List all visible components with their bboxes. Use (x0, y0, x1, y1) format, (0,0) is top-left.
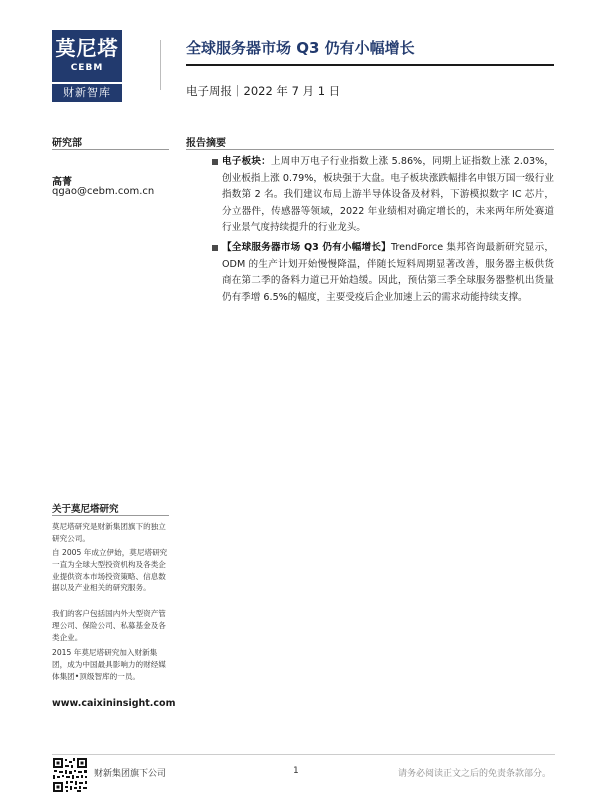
about-rule (52, 515, 169, 516)
about-paragraph: 我们的客户包括国内外大型资产管理公司、保险公司、私募基金及各类企业。 (52, 609, 166, 642)
logo-mark (52, 30, 122, 82)
paragraph-text: TrendForce 集邦咨询最新研究显示，ODM 的生产计划开始慢慢降温，伴随长短料周期显著改善，服务器主板供货商在第二季的备料力道已开始趋缓。因此，预估第三季全球服务器整机出货量仍有季增 6.5%的幅度，主要受疫后企业加速上云的需求动能持续支撑。 (222, 242, 555, 303)
about-paragraph: 2015 年莫尼塔研究加入财新集团，成为中国最具影响力的财经媒体集团•顶级智库的一员。 (52, 648, 166, 681)
paragraph-text: 上周申万电子行业指数上涨 5.86%，同期上证指数上涨 2.03%，创业板指上涨 0.79%，板块强于大盘。电子板块涨跌幅排名申银万国一级行业指数第 2 名。我们建议布局上游半导体设备及材料，下游模拟数字 IC 芯片，分立器件，传感器等领域，2022 年业绩相对确定增长的，未来两年所处赛道行业景气度持续提升的行业龙头。 (222, 156, 554, 234)
about-heading: 关于莫尼塔研究 (52, 504, 119, 515)
footer-company: 财新集团旗下公司 (94, 769, 167, 779)
cebm-logo (52, 30, 122, 102)
page-number: 1 (293, 766, 299, 776)
title-rule (186, 64, 554, 66)
logo-en-text: CEBM (70, 63, 104, 73)
analyst-name: 高菁 (52, 177, 72, 188)
header-divider (160, 40, 161, 90)
footer-rule (52, 754, 555, 755)
bullet-square-icon (212, 245, 218, 251)
report-meta: 电子周报｜2022 年 7 月 1 日 (186, 84, 341, 98)
about-paragraph: 莫尼塔研究是财新集团旗下的独立研究公司。 (52, 522, 166, 543)
paragraph-lead: 【全球服务器市场 Q3 仍有小幅增长】 (222, 242, 391, 253)
summary-paragraph (222, 154, 554, 237)
footer-disclaimer: 请务必阅读正文之后的免责条款部分。 (398, 769, 552, 779)
summary-heading: 报告摘要 (186, 138, 226, 149)
dept-heading: 研究部 (52, 138, 82, 149)
logo-sub-text: 财新智库 (52, 84, 122, 102)
qr-code-icon (52, 757, 88, 793)
report-title: 全球服务器市场 Q3 仍有小幅增长 (186, 39, 415, 57)
about-paragraph: 自 2005 年成立伊始，莫尼塔研究一直为全球大型投资机构及各类企业提供资本市场投资策略、信息数据以及产业相关的研究服务。 (52, 548, 168, 593)
bullet-square-icon (212, 159, 218, 165)
summary-paragraph (222, 240, 554, 306)
analyst-email-link[interactable]: qgao@cebm.com.cn (52, 186, 155, 197)
logo-cn-text: 莫尼塔 (55, 36, 119, 60)
paragraph-lead: 电子板块： (222, 156, 271, 167)
website-link[interactable]: www.caixininsight.com (52, 698, 176, 709)
summary-rule (186, 149, 554, 150)
left-section-rule (52, 149, 169, 150)
